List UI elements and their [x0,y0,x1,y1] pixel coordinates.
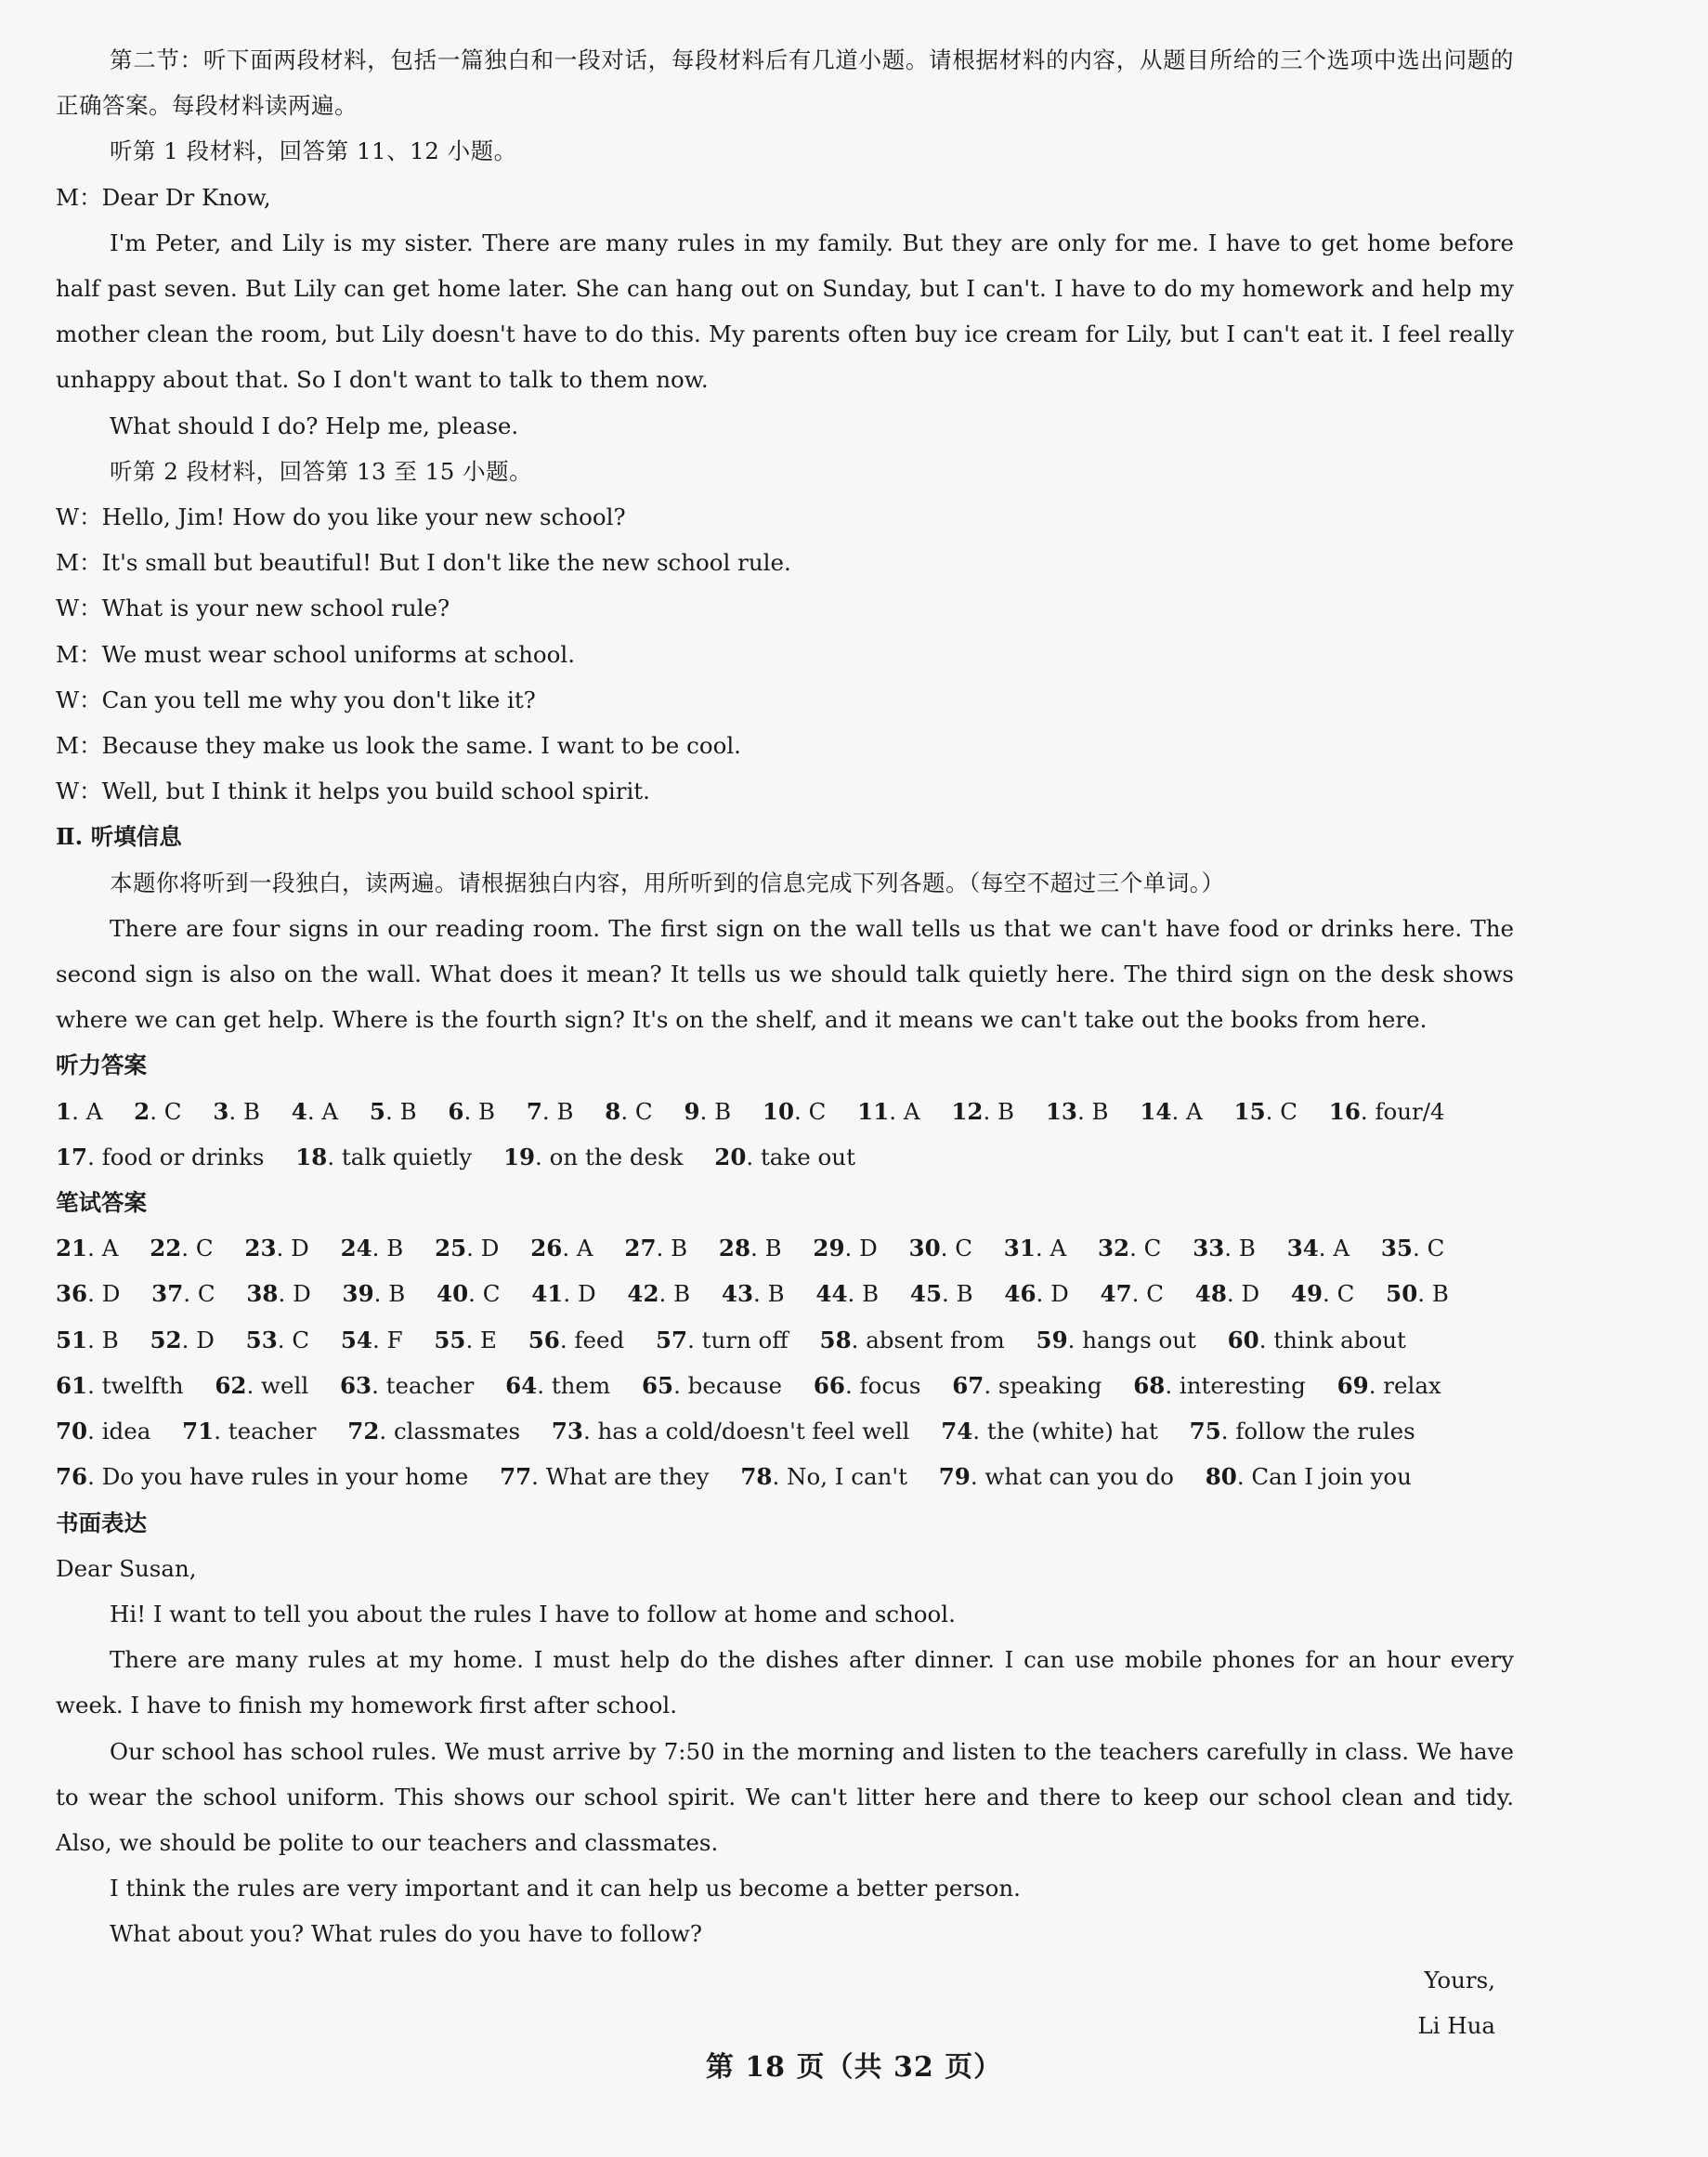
answer-value: hangs out [1082,1326,1196,1353]
answer-item: 41. D [531,1280,596,1308]
answer-number: 29 [813,1235,845,1262]
answer-number: 34 [1286,1235,1319,1262]
answer-number: 49 [1290,1280,1323,1308]
answer-value: B [862,1280,880,1308]
letter-paragraph: I think the rules are very important and it can help us become a better person. [110,1875,1021,1902]
answer-value: A [321,1097,339,1125]
answer-item: 65. because [641,1371,783,1399]
answer-item: 2. C [134,1097,182,1125]
answer-value: B [1431,1280,1449,1308]
letter-paragraph: Hi! I want to tell you about the rules I have to follow at home and school. [110,1600,956,1628]
dialogue-line: M：We must wear school uniforms at school. [56,640,576,668]
answer-number: 1 [56,1097,72,1125]
answer-number: 39 [342,1280,374,1308]
answer-value: C [292,1326,310,1353]
answer-item: 14. A [1140,1097,1203,1125]
answer-number: 3 [213,1097,229,1125]
answer-item: 27. B [624,1235,688,1262]
answer-value: A [576,1235,593,1262]
answer-item: 69. relax [1336,1371,1441,1399]
answer-number: 15 [1233,1097,1266,1125]
answer-item: 60. think about [1227,1326,1406,1353]
answer-value: C [163,1097,182,1125]
answer-value: E [480,1326,497,1353]
answer-value: the (white) hat [986,1418,1158,1445]
answer-value: A [903,1097,920,1125]
answer-number: 13 [1045,1097,1077,1125]
answer-value: talk quietly [341,1143,473,1170]
dialogue-line: W：Hello, Jim! How do you like your new school? [56,503,626,531]
answer-value: absent from [866,1326,1005,1353]
answer-item: 32. C [1097,1235,1162,1262]
letter-paragraph: What about you? What rules do you have to follow? [110,1920,702,1948]
answer-number: 53 [245,1326,278,1353]
answer-item: 36. D [56,1280,121,1308]
answer-number: 72 [347,1418,380,1445]
answer-value: four/4 [1375,1097,1445,1125]
answer-item: 72. classmates [347,1418,521,1445]
answer-number: 75 [1189,1418,1221,1445]
answer-item: 78. No, I can't [740,1463,907,1491]
answer-item: 57. turn off [655,1326,789,1353]
answer-item: 48. D [1194,1280,1260,1308]
answer-value: turn off [701,1326,789,1353]
answer-value: B [956,1280,973,1308]
answer-item: 34. A [1286,1235,1350,1262]
answer-item: 47. C [1100,1280,1164,1308]
answer-value: relax [1383,1371,1441,1399]
answer-number: 7 [526,1097,542,1125]
answer-number: 19 [502,1143,536,1170]
letter-closing: Yours, [1424,1966,1495,1994]
answer-item: 23. D [244,1235,309,1262]
answer-item: 43. B [721,1280,785,1308]
answer-number: 48 [1194,1280,1227,1308]
answer-number: 41 [531,1280,564,1308]
answer-item: 70. idea [56,1418,151,1445]
answer-number: 74 [941,1418,973,1445]
answer-number: 47 [1100,1280,1132,1308]
answer-value: B [673,1280,691,1308]
answer-item: 76. Do you have rules in your home [56,1463,469,1491]
answer-item: 61. twelfth [56,1371,184,1399]
answer-value: follow the rules [1235,1418,1415,1445]
material1-label: 听第 1 段材料，回答第 11、12 小题。 [110,137,517,165]
answer-value: take out [760,1143,855,1170]
answer-value: think about [1273,1326,1406,1353]
answer-number: 60 [1227,1326,1259,1353]
answer-number: 56 [528,1326,560,1353]
answer-number: 11 [857,1097,890,1125]
answer-item: 30. C [908,1235,972,1262]
answer-value: B [556,1097,574,1125]
answer-item: 9. B [684,1097,732,1125]
answer-value: B [1238,1235,1256,1262]
answer-number: 68 [1133,1371,1166,1399]
answer-item: 42. B [627,1280,691,1308]
answer-number: 52 [150,1326,182,1353]
answer-item: 31. A [1003,1235,1067,1262]
answer-number: 26 [530,1235,563,1262]
answer-number: 77 [500,1463,532,1491]
answer-item: 63. teacher [339,1371,475,1399]
dialogue-line: W：Can you tell me why you don't like it? [56,686,536,713]
answer-item: 75. follow the rules [1189,1418,1415,1445]
answer-value: twelfth [101,1371,184,1399]
answer-item: 52. D [150,1326,215,1353]
answer-item: 67. speaking [952,1371,1102,1399]
answer-item: 62. well [215,1371,309,1399]
answer-number: 8 [605,1097,621,1125]
part2-instruction: 本题你将听到一段独白，读两遍。请根据独白内容，用所听到的信息完成下列各题。（每空不超过三个单词。） [110,869,1225,896]
answer-item: 80. Can I join you [1205,1463,1412,1491]
dialogue-line: M：It's small but beautiful! But I don't like the new school rule. [56,549,791,577]
answer-item: 8. C [605,1097,653,1125]
answer-value: C [955,1235,972,1262]
answer-value: focus [859,1371,921,1399]
answer-value: B [101,1326,119,1353]
answer-number: 12 [951,1097,984,1125]
answer-number: 35 [1380,1235,1413,1262]
answer-number: 65 [641,1371,674,1399]
answer-number: 2 [134,1097,150,1125]
answer-number: 40 [437,1280,469,1308]
answer-number: 27 [624,1235,657,1262]
answer-value: Do you have rules in your home [101,1463,469,1491]
answer-item: 58. absent from [819,1326,1005,1353]
answer-number: 67 [952,1371,984,1399]
answer-item: 49. C [1290,1280,1355,1308]
written-answers-heading: 笔试答案 [56,1189,147,1217]
dialogue-line: M：Because they make us look the same. I want to be cool. [56,732,741,760]
answer-item: 24. B [340,1235,404,1262]
answer-number: 28 [718,1235,750,1262]
answer-number: 43 [721,1280,753,1308]
answer-value: D [480,1235,500,1262]
answer-value: C [1336,1280,1355,1308]
answer-value: What are they [545,1463,710,1491]
answer-item: 59. hangs out [1036,1326,1196,1353]
answer-value: speaking [997,1371,1102,1399]
answer-value: D [859,1235,878,1262]
answer-value: B [399,1097,417,1125]
answer-item: 79. what can you do [938,1463,1174,1491]
answer-item: 11. A [857,1097,920,1125]
answer-number: 50 [1386,1280,1418,1308]
answer-value: teacher [228,1418,317,1445]
answer-number: 69 [1336,1371,1369,1399]
answer-number: 59 [1036,1326,1068,1353]
answer-item: 3. B [213,1097,260,1125]
answer-item: 29. D [813,1235,878,1262]
answer-value: C [482,1280,501,1308]
answer-value: C [1146,1280,1164,1308]
page-number: 第 18 页（共 32 页） [705,2051,1003,2084]
answer-number: 55 [434,1326,466,1353]
answer-number: 64 [505,1371,538,1399]
letter-paragraph: There are many rules at my home. I must help do the dishes after dinner. I can use mobile phones for an hour every week. I have to finish my homework first after school. [56,1646,1514,1719]
material2-label: 听第 2 段材料，回答第 13 至 15 小题。 [110,457,533,485]
answer-number: 79 [938,1463,971,1491]
answer-item: 26. A [530,1235,593,1262]
answer-item: 7. B [526,1097,574,1125]
answer-number: 42 [627,1280,659,1308]
answer-item: 21. A [56,1235,119,1262]
answer-item: 16. four/4 [1328,1097,1445,1125]
answer-number: 76 [56,1463,88,1491]
answer-number: 30 [908,1235,941,1262]
answer-number: 58 [819,1326,852,1353]
answer-value: Can I join you [1251,1463,1412,1491]
part2-heading: Ⅱ. 听填信息 [56,823,182,851]
answer-number: 46 [1004,1280,1037,1308]
answer-number: 4 [291,1097,307,1125]
answer-value: what can you do [984,1463,1174,1491]
answer-number: 63 [339,1371,372,1399]
answer-item: 25. D [435,1235,500,1262]
answer-value: C [1280,1097,1297,1125]
answer-item: 6. B [448,1097,496,1125]
answer-number: 6 [448,1097,464,1125]
answer-number: 14 [1140,1097,1172,1125]
answer-value: D [291,1235,309,1262]
answer-value: idea [101,1418,151,1445]
answer-value: D [577,1280,596,1308]
answer-number: 10 [762,1097,795,1125]
answer-number: 18 [295,1143,328,1170]
answer-number: 23 [244,1235,277,1262]
answer-item: 39. B [342,1280,406,1308]
answer-item: 37. C [151,1280,215,1308]
material1-closing: What should I do? Help me, please. [110,412,519,439]
answer-item: 13. B [1045,1097,1109,1125]
answer-item: 35. C [1380,1235,1445,1262]
answer-value: B [764,1235,782,1262]
answer-item: 17. food or drinks [56,1143,265,1170]
answer-item: 53. C [245,1326,310,1353]
answer-value: B [671,1235,688,1262]
answer-item: 22. C [150,1235,214,1262]
answer-item: 74. the (white) hat [941,1418,1158,1445]
answer-value: A [85,1097,103,1125]
answer-value: B [478,1097,496,1125]
answer-value: D [1050,1280,1069,1308]
answer-value: B [388,1280,406,1308]
answer-number: 5 [369,1097,385,1125]
answer-item: 15. C [1233,1097,1297,1125]
answer-value: D [1241,1280,1260,1308]
answer-item: 20. take out [714,1143,855,1170]
answer-number: 16 [1328,1097,1361,1125]
answer-item: 38. D [246,1280,311,1308]
answer-value: them [551,1371,611,1399]
answer-number: 44 [815,1280,848,1308]
answer-item: 10. C [762,1097,827,1125]
answer-value: because [687,1371,783,1399]
written-answers-list [56,1225,1514,1499]
answer-key-page [56,37,1514,2048]
answer-number: 33 [1193,1235,1225,1262]
listening-answers-heading: 听力答案 [56,1052,147,1079]
part2-text: There are four signs in our reading room. The first sign on the wall tells us that we can't have food or drinks here. The second sign is also on the wall. What does it mean? It tells us we should talk quietly here. The third sign on the desk shows where we can get help. Where is the fourth sign? It's on the shelf, and it means we can't take out the books from here. [56,914,1514,1034]
answer-item: 64. them [505,1371,611,1399]
answer-value: D [101,1280,121,1308]
answer-value: A [1333,1235,1350,1262]
answer-value: B [1091,1097,1109,1125]
answer-item: 1. A [56,1097,103,1125]
answer-value: B [714,1097,732,1125]
answer-value: D [196,1326,215,1353]
answer-item: 5. B [369,1097,417,1125]
answer-value: teacher [385,1371,475,1399]
writing-heading: 书面表达 [56,1509,147,1536]
answer-number: 31 [1003,1235,1036,1262]
answer-value: D [293,1280,311,1308]
answer-number: 36 [56,1280,88,1308]
answer-value: B [386,1235,404,1262]
answer-item: 66. focus [813,1371,921,1399]
answer-value: C [808,1097,827,1125]
answer-value: food or drinks [101,1143,265,1170]
answer-item: 51. B [56,1326,119,1353]
answer-value: C [1143,1235,1162,1262]
answer-number: 61 [56,1371,88,1399]
answer-value: A [101,1235,119,1262]
answer-value: C [1427,1235,1445,1262]
answer-item: 50. B [1386,1280,1449,1308]
answer-value: C [197,1280,215,1308]
answer-number: 22 [150,1235,182,1262]
answer-item: 55. E [434,1326,497,1353]
material1-paragraph: I'm Peter, and Lily is my sister. There are many rules in my family. But they are only for me. I have to get home before half past seven. But Lily can get home later. She can hang out on Sunday, but I can't. I have to do my homework and help my mother clean the room, but Lily doesn't have to do this. My parents often buy ice cream for Lily, but I can't eat it. I feel really unhappy about that. So I don't want to talk to them now. [56,229,1514,394]
answer-value: classmates [393,1418,521,1445]
answer-number: 21 [56,1235,88,1262]
answer-number: 38 [246,1280,279,1308]
letter-paragraph: Our school has school rules. We must arrive by 7:50 in the morning and listen to the teachers carefully in class. We have to wear the school uniform. This shows our school spirit. We can't litter here and there to keep our school clean and tidy. Also, we should be polite to our teachers and classmates. [56,1737,1514,1856]
material1-line: M：Dear Dr Know, [56,183,271,211]
answer-item: 54. F [340,1326,403,1353]
answer-number: 25 [435,1235,467,1262]
answer-item: 19. on the desk [502,1143,684,1170]
answer-item: 56. feed [528,1326,625,1353]
answer-item: 77. What are they [500,1463,710,1491]
answer-number: 20 [714,1143,747,1170]
answer-number: 73 [551,1418,583,1445]
answer-number: 54 [340,1326,372,1353]
answer-item: 45. B [909,1280,973,1308]
answer-number: 66 [813,1371,845,1399]
answer-item: 71. teacher [182,1418,317,1445]
listening-answers-list [56,1089,1514,1180]
answer-value: F [386,1326,403,1353]
answer-value: A [1050,1235,1067,1262]
answer-item: 4. A [291,1097,339,1125]
answer-number: 70 [56,1418,88,1445]
answer-item: 46. D [1004,1280,1069,1308]
answer-item: 33. B [1193,1235,1256,1262]
answer-value: feed [574,1326,625,1353]
answer-item: 73. has a cold/doesn't feel well [551,1418,910,1445]
answer-number: 62 [215,1371,247,1399]
answer-number: 17 [56,1143,88,1170]
answer-value: A [1186,1097,1203,1125]
answer-item: 68. interesting [1133,1371,1306,1399]
answer-value: No, I can't [787,1463,907,1491]
answer-item: 28. B [718,1235,782,1262]
dialogue-line: W：Well, but I think it helps you build school spirit. [56,778,650,805]
answer-value: C [195,1235,214,1262]
dialogue-line: W：What is your new school rule? [56,595,450,622]
letter-salutation: Dear Susan, [56,1554,197,1582]
answer-number: 32 [1097,1235,1130,1262]
answer-value: B [997,1097,1015,1125]
answer-item: 18. talk quietly [295,1143,473,1170]
answer-number: 51 [56,1326,88,1353]
answer-value: on the desk [549,1143,684,1170]
answer-value: interesting [1179,1371,1306,1399]
answer-number: 78 [740,1463,773,1491]
answer-number: 71 [182,1418,215,1445]
answer-value: B [242,1097,260,1125]
answer-item: 44. B [815,1280,880,1308]
answer-number: 24 [340,1235,372,1262]
answer-value: well [261,1371,309,1399]
answer-item: 12. B [951,1097,1015,1125]
answer-value: B [767,1280,785,1308]
answer-number: 80 [1205,1463,1237,1491]
letter-signature: Li Hua [1417,2011,1495,2039]
section2-intro: 第二节：听下面两段材料，包括一篇独白和一段对话，每段材料后有几道小题。请根据材料的内容，从题目所给的三个选项中选出问题的正确答案。每段材料读两遍。 [56,46,1514,120]
answer-value: C [634,1097,653,1125]
answer-item: 40. C [437,1280,501,1308]
answer-number: 57 [655,1326,688,1353]
answer-value: has a cold/doesn't feel well [597,1418,910,1445]
answer-number: 37 [151,1280,184,1308]
answer-number: 9 [684,1097,700,1125]
answer-number: 45 [909,1280,942,1308]
